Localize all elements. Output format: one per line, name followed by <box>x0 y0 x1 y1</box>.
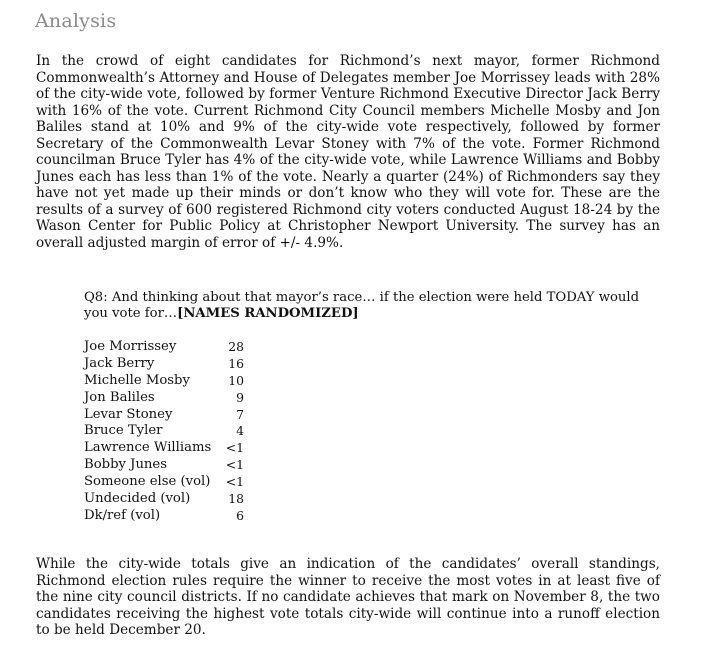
question-tag: [NAMES RANDOMIZED] <box>177 306 359 321</box>
candidate-name: Lawrence Williams <box>84 440 212 456</box>
candidate-name: Levar Stoney <box>84 406 173 422</box>
candidate-name: Joe Morrissey <box>84 339 177 354</box>
intro-paragraph: In the crowd of eight candidates for Richmond’s next mayor, former Richmond Commonwealth’s Attorney and House of Delegates member Joe Morrissey leads with 28% of the city-wide vote, followed by former Venture Richmond Executive Director Jack Berry with 16% of the vote. Current Richmond City Council members Michelle Mosby and Jon Baliles stand at 10% and 9% of the city-wide vote respectively, followed by former Secretary of the Commonwealth Levar Stoney with 7% of the vote. Former Richmond councilman Bruce Tyler has 4% of the city-wide vote, while Lawrence Williams and Bobby Junes each has less than 1% of the vote. Nearly a quarter (24%) of Richmonders say they have not yet made up their minds or don’t know who they will vote for. These are the results of a survey of 600 registered Richmond city voters conducted August 18-24 by the Wason Center for Public Policy at Christopher Newport University. The survey has an overall adjusted margin of error of +/- 4.9%. <box>36 53 660 251</box>
results-row <box>84 423 264 440</box>
results-table <box>84 339 264 525</box>
candidate-name: Undecided (vol) <box>84 491 191 507</box>
results-row <box>84 440 264 457</box>
results-row <box>84 491 264 508</box>
survey-question <box>84 290 644 322</box>
question-text: Q8: And thinking about that mayor’s race… if the election were held TODAY would you vote for… <box>84 290 640 321</box>
results-row <box>84 390 264 407</box>
candidate-name: Michelle Mosby <box>84 372 190 388</box>
candidate-value: 18 <box>228 491 244 507</box>
candidate-value: <1 <box>225 474 244 490</box>
candidate-value: 9 <box>236 389 244 405</box>
results-row <box>84 474 264 491</box>
results-row <box>84 339 264 356</box>
candidate-value: 4 <box>236 423 244 439</box>
candidate-name: Dk/ref (vol) <box>84 507 161 523</box>
candidate-name: Bruce Tyler <box>84 423 163 439</box>
results-row <box>84 508 264 525</box>
candidate-value: <1 <box>225 457 244 473</box>
candidate-value: <1 <box>225 440 244 456</box>
candidate-value: 28 <box>228 339 244 354</box>
candidate-name: Someone else (vol) <box>84 474 211 490</box>
section-heading: Analysis <box>35 10 117 32</box>
candidate-name: Jon Baliles <box>84 389 155 405</box>
candidate-name: Jack Berry <box>84 355 155 371</box>
candidate-name: Bobby Junes <box>84 457 168 473</box>
results-row <box>84 457 264 474</box>
results-row <box>84 407 264 424</box>
candidate-value: 10 <box>228 372 244 388</box>
closing-paragraph: While the city-wide totals give an indication of the candidates’ overall standings, Richmond election rules require the winner to receive the most votes in at least five of the nine city council districts. If no candidate achieves that mark on November 8, the two candidates receiving the highest vote totals city-wide will continue into a runoff election to be held December 20. <box>36 556 660 638</box>
candidate-value: 6 <box>236 507 244 523</box>
results-row <box>84 356 264 373</box>
candidate-value: 7 <box>236 406 244 422</box>
candidate-value: 16 <box>228 355 244 371</box>
results-row <box>84 373 264 390</box>
